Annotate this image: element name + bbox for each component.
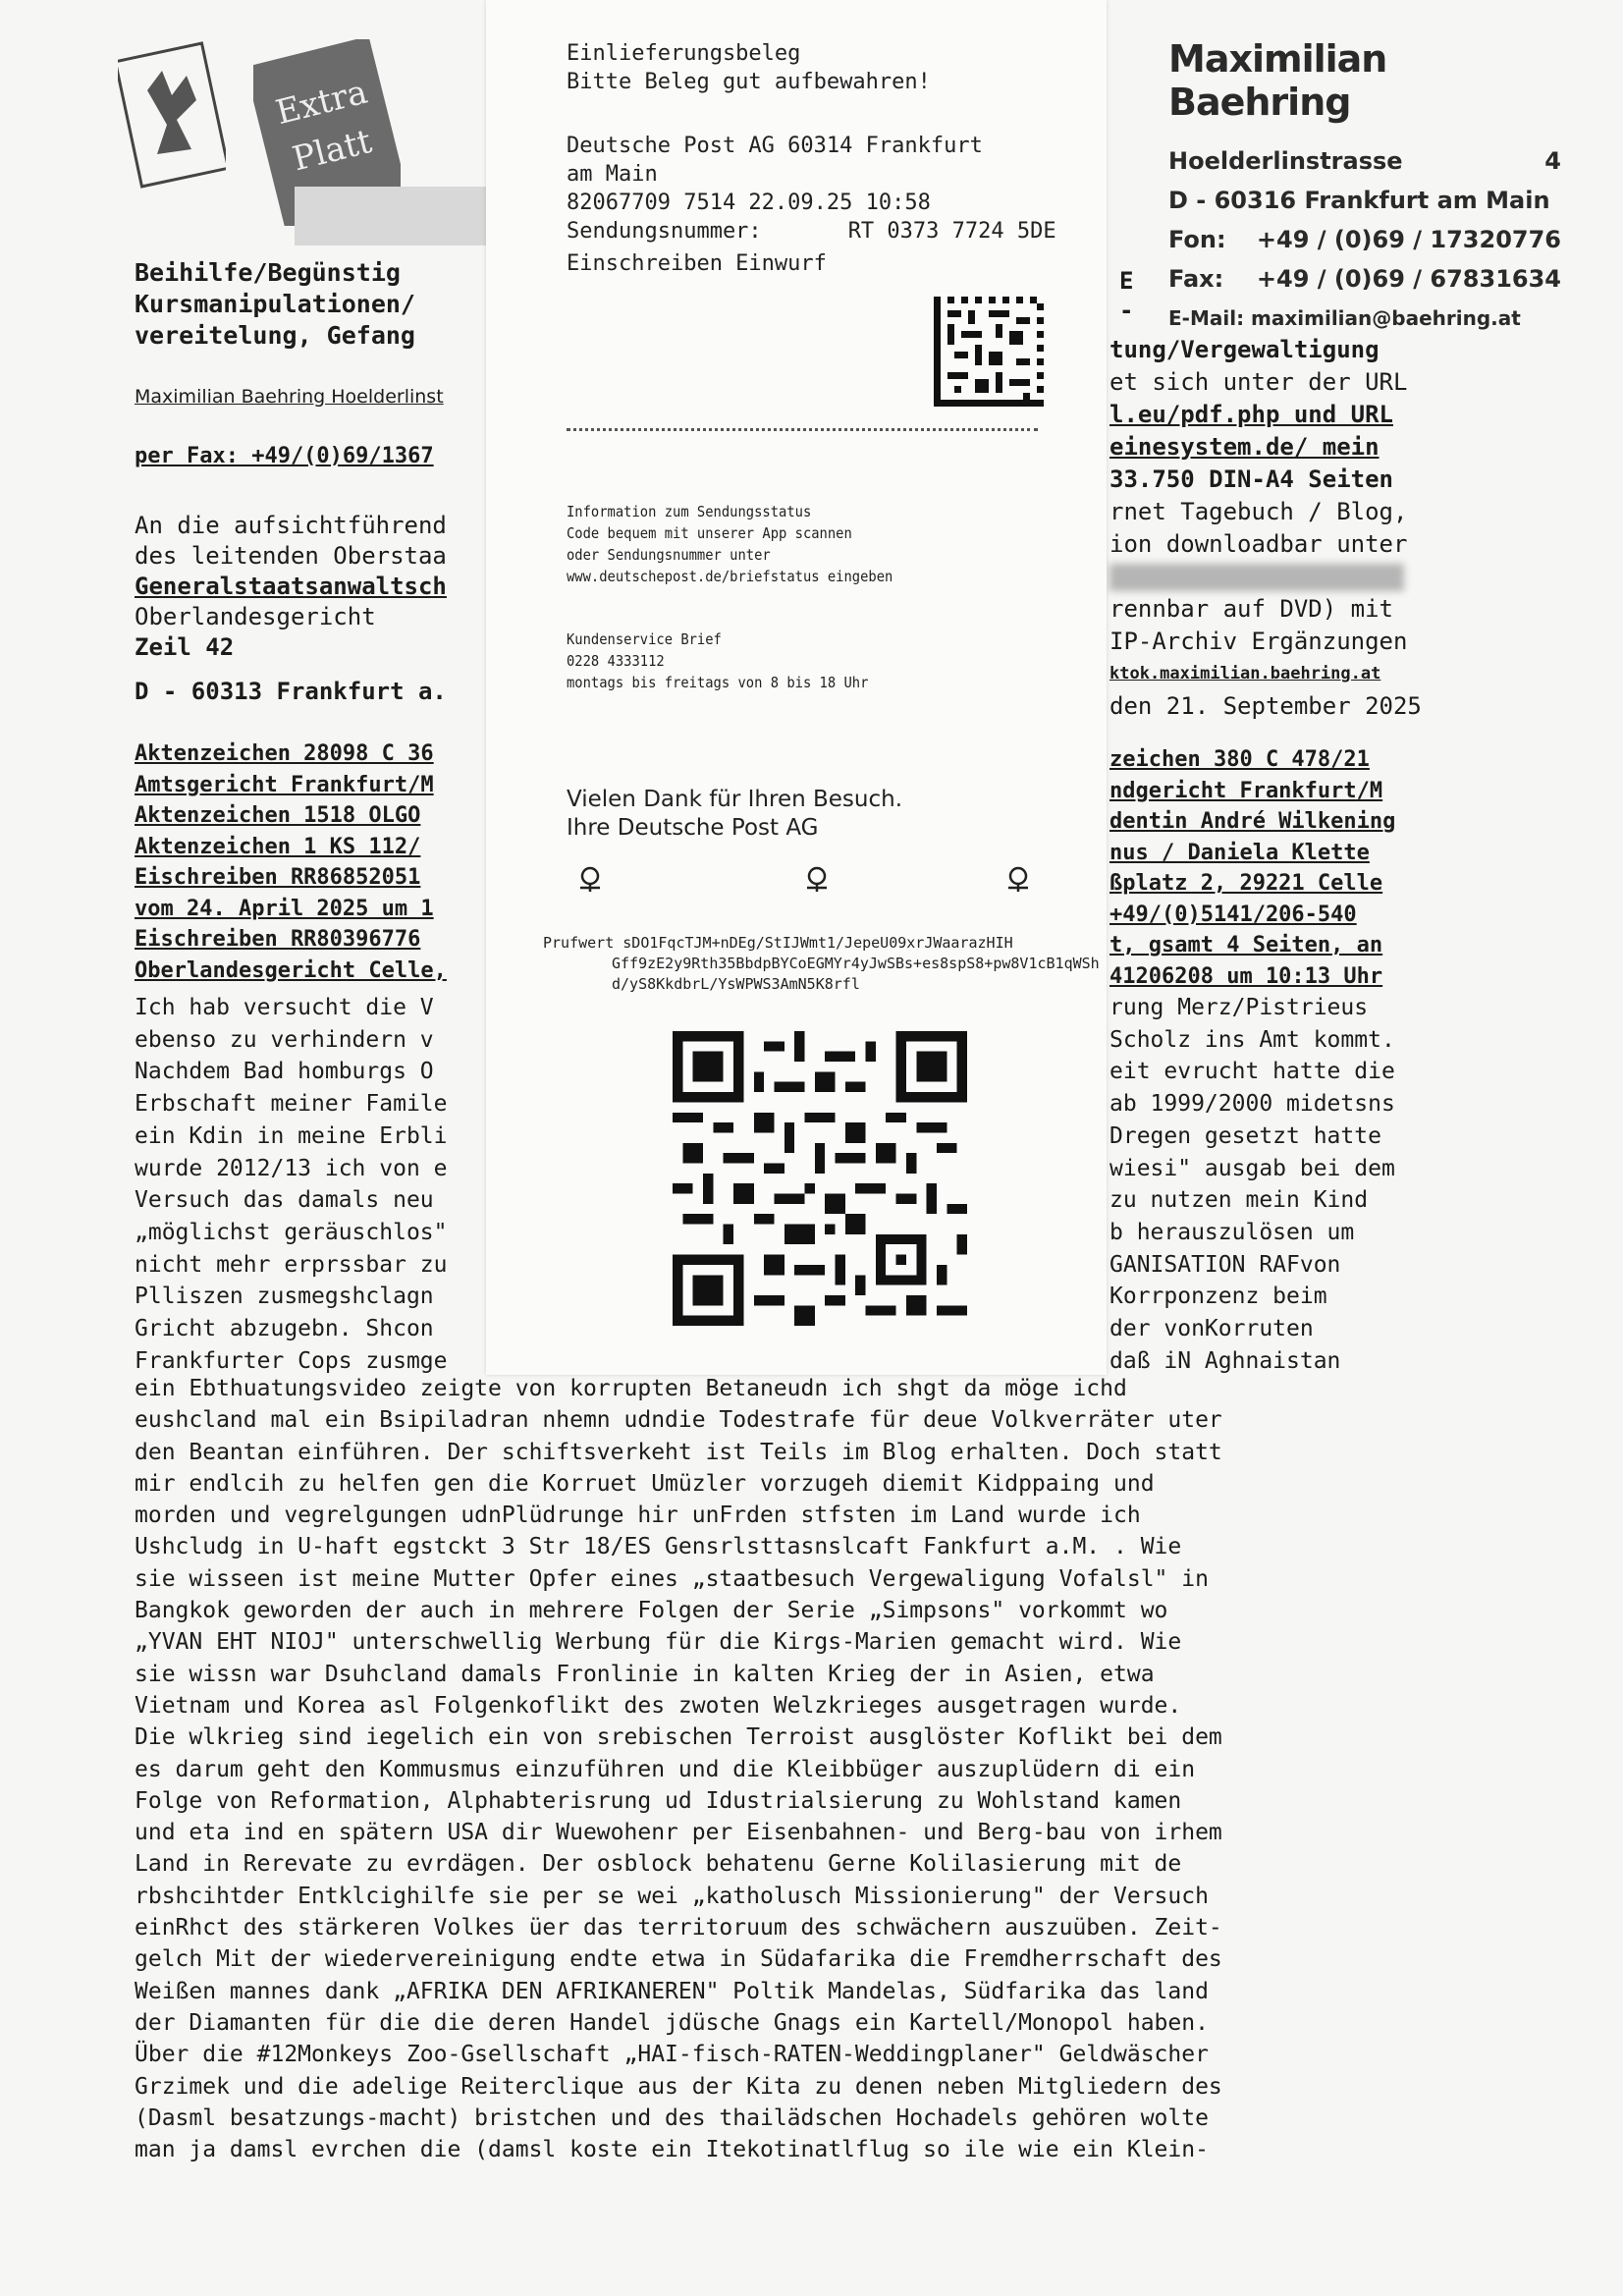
receipt-title: Einlieferungsbeleg bbox=[567, 41, 801, 66]
house-number: 4 bbox=[1544, 147, 1561, 175]
tracking-number: RT 0373 7724 5DE bbox=[847, 219, 1056, 244]
city: D - 60316 Frankfurt am Main bbox=[1168, 187, 1550, 214]
fax-label: Fax: bbox=[1168, 265, 1224, 293]
post-horn-icon bbox=[1008, 868, 1028, 892]
post-horn-icon bbox=[807, 868, 827, 892]
right-column: E - tung/Vergewaltigung et sich unter der URL l.eu/pdf.php und URL einesystem.de/ mein 33.750 DIN-A4 Seiten rnet Tagebuch / Blog, ion downloadbar unter rennbar auf DVD) mit IP-Archiv Ergänzungen ktok.maximilian.baehring.at den 21. September 2025 bbox=[1109, 267, 1422, 720]
phone: +49 / (0)69 / 17320776 bbox=[1256, 226, 1561, 253]
tracking-label: Sendungsnummer: bbox=[567, 219, 762, 244]
body-right-fragments: rung Merz/Pistrieus Scholz ins Amt kommt. eit evrucht hatte die ab 1999/2000 midetsns Dregen gesetzt hatte wiesi" ausgab bei dem zu nutzen mein Kind b herauszulösen um GANISATION RAFvon Korrponzenz beim der vonKorruten daß iN Aghnaistan bbox=[1109, 995, 1395, 1374]
references-left: Aktenzeichen 28098 C 36 Amtsgericht Frankfurt/M Aktenzeichen 1518 OLGO Aktenzeichen 1 KS 112/ Eischreiben RR86852051 vom 24. April 2025 um 1 Eischreiben RR80396776 Oberlandesgericht Celle, bbox=[135, 741, 447, 983]
receipt-keep-note: Bitte Beleg gut aufbewahren! bbox=[567, 70, 931, 94]
thanks-note: Vielen Dank für Ihren Besuch. Ihre Deutsche Post AG bbox=[567, 787, 903, 841]
letter-body: ein Ebthuatungsvideo zeigte von korrupten Betaneudn ich shgt da möge ichd eushcland mal ein Bsipiladran nhemn udndie Todestrafe für deue Volkverräter uter den Beantan einführen. Der schiftsverkeht ist Teils im Blog erhalten. Doch statt mir endlcih zu helfen gen die Korruet Umüzler vorzugeh diemit Kidppaing und morden und vegrelgungen udnPlüdrunge hir unFrden stfsten im Land wurde ich Ushcludg in U-haft egstckt 3 Str 18/ES Gensrlsttasnslcaft Fankfurt a.M. . Wie sie wisseen ist meine Mutter Opfer eines „staatbesuch Vergewaligung Vofalsl" in Bangkok geworden der auch in mehrere Folgen der Serie „Simpsons" vorkommt wo „YVAN EHT NIOJ" unterschwellig Werbung für die Kirgs-Marien gemacht wird. Wie sie wissn war Dsuhcland damals Fronlinie in kalten Krieg der in Asien, etwa Vietnam und Korea asl Folgenkoflikt des zwoten Welzkrieges ausgetragen wurde. Die wlkrieg sind iegelich ein von srebischen Terroist ausglöster Koflikt bei dem es darum geht den Kommusmus einzuführen und die Kleibbüger auszuplüdern di ein Folge von Reformation, Alphabterisrung ud Idustrialsierung zu Wohlstand kamen und eta ind en spätern USA dir Wuewohenr per Eisenbahnen- und Berg-bau von irhem Land in Rerevate zu evrdägen. Der osblock behatenu Gerne Kolilasierung mit de rbshcihtder Entklcighilfe sie per se wei „katholusch Missionierung" der Versuch einRhct des stärkeren Volkes üer das territoruum des schwächern auszuüben. Zeit- gelch Mit der wiedervereinigung endte etwa in Südafarika die Fremdherrschaft des Weißen mannes dank „AFRIKA DEN AFRIKANEREN" Poltik Mandelas, Südfarika das land der Diamanten für die die deren Handel jdüsche Gnags ein Kartell/Monopol haben. Über die #12Monkeys Zoo-Gsellschaft „HAI-fisch-RATEN-Weddingplaner" Geldwäscher Grzimek und die adelige Reiterclique aus der Kita zu denen neben Mitgliedern des (Dasml besatzungs-macht) bristchen und des thailädschen Hochadels gehören wolte man ja damsl evrchen die (damsl koste ein Itekotinatlflug so ile wie ein Klein- bbox=[135, 1376, 1222, 2163]
subject: Beihilfe/Begünstig Kursmanipulationen/ vereitelung, Gefang bbox=[135, 258, 415, 350]
svg-text:Extra: Extra bbox=[271, 72, 372, 134]
datamatrix-code bbox=[934, 297, 1044, 407]
post-horn-icon bbox=[580, 868, 600, 892]
body-left-fragments: Ich hab versucht die V ebenso zu verhindern v Nachdem Bad homburgs O Erbschaft meiner Famile ein Kdin in meine Erbli wurde 2012/13 ich von e Versuch das damals neu „möglichst geräuschlos" nicht mehr erprssbar zu Plliszen zusmegshclagn Gricht abzugebn. Shcon Frankfurter Cops zusmge bbox=[135, 995, 448, 1374]
fax-line: per Fax: +49/(0)69/1367 bbox=[135, 444, 434, 468]
street: Hoelderlinstrasse bbox=[1168, 147, 1403, 175]
lion-logo bbox=[118, 41, 226, 189]
sender-line: Maximilian Baehring Hoelderlinst bbox=[135, 386, 444, 408]
receipt-divider bbox=[567, 428, 1038, 431]
phone-label: Fon: bbox=[1168, 226, 1226, 253]
fax: +49 / (0)69 / 67831634 bbox=[1256, 265, 1561, 293]
post-horn-icons bbox=[576, 864, 1038, 894]
receipt-transaction: 82067709 7514 22.09.25 10:58 bbox=[567, 191, 931, 215]
letterhead bbox=[1168, 37, 1581, 338]
recipient-address: An die aufsichtführend des leitenden Oberstaa Generalstaatsanwaltsch Oberlandesgericht Zeil 42 D - 60313 Frankfurt a. bbox=[135, 512, 447, 705]
qr-code bbox=[673, 1031, 967, 1326]
customer-service: Kundenservice Brief 0228 4333112 montags bis freitags von 8 bis 18 Uhr bbox=[567, 630, 869, 691]
redacted-blur bbox=[1109, 564, 1404, 591]
receipt-product: Einschreiben Einwurf bbox=[567, 251, 827, 276]
photo-strip bbox=[295, 187, 491, 246]
sender-name: Maximilian Baehring bbox=[1168, 37, 1387, 124]
status-info: Information zum Sendungsstatus Code bequem mit unserer App scannen oder Sendungsnummer unter www.deutschepost.de/briefstatus eingeben bbox=[567, 503, 893, 585]
svg-text:Platt: Platt bbox=[288, 122, 376, 180]
check-value: Prufwert sDO1FqcTJM+nDEg/StIJWmt1/JepeU09xrJWaarazHIH Gff9zE2y9Rth35BbdpBYCoEGMYr4yJwSBs+es8spS8+pw8V1cB1qWSh d/yS8KkdbrL/YsWPWS3AmN5K8rfl bbox=[543, 934, 1100, 993]
references-right: zeichen 380 C 478/21 ndgericht Frankfurt/M dentin André Wilkening nus / Daniela Klette ßplatz 2, 29221 Celle +49/(0)5141/206-540 t, gsamt 4 Seiten, an 41206208 um 10:13 Uhr bbox=[1109, 747, 1396, 989]
postal-receipt: Einlieferungsbeleg Bitte Beleg gut aufbewahren! Deutsche Post AG 60314 Frankfurt am Main 82067709 7514 22.09.25 10:58 Sendungsnummer: RT 0373 7724 5DE Einschreiben Einwurf Information zum Sendungsstatus Code bequem mit unserer App scannen oder Sendungsnummer unter www.deutschepost.de/briefstatus eingeben Kundenservice Brief 0228 4333112 montags bis freitags von 8 bis 18 Uhr Vielen Dank für Ihren Besuch. Ihre Deutsche Post AG Prufwert sDO1FqcTJM+nDEg/StIJWmt1/JepeU09xrJWaarazHIH Gff9zE2y9Rth35BbdpBYCoEGMYr4yJwSBs+es8spS8+pw8V1cB1qWSh d/yS8KkdbrL/YsWPWS3AmN5K8rfl bbox=[486, 0, 1107, 1375]
email: E-Mail: maximilian@baehring.at bbox=[1168, 306, 1521, 330]
receipt-office: Deutsche Post AG 60314 Frankfurt bbox=[567, 134, 983, 158]
